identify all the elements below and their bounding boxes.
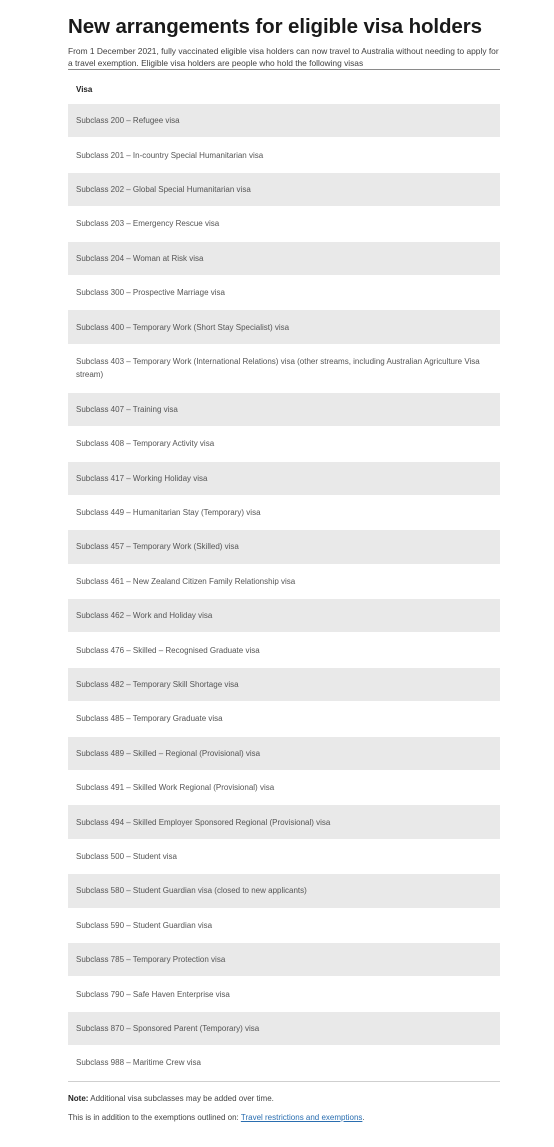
exemptions-end: . (362, 1112, 365, 1122)
visa-cell: Subclass 870 – Sponsored Parent (Temporary) visa (76, 1023, 260, 1033)
visa-cell: Subclass 491 – Skilled Work Regional (Provisional) visa (76, 783, 275, 793)
table-row (68, 462, 500, 496)
note-label: Note: (68, 1093, 89, 1103)
visa-cell: Subclass 790 – Safe Haven Enterprise visa (76, 989, 230, 999)
visa-cell: Subclass 988 – Maritime Crew visa (76, 1058, 201, 1068)
visa-cell: Subclass 485 – Temporary Graduate visa (76, 714, 223, 724)
table-row (68, 565, 500, 599)
visa-cell: Subclass 403 – Temporary Work (International Relations) visa (other streams, including Australian Agriculture Visa stream) (76, 357, 480, 380)
visa-cell: Subclass 580 – Student Guardian visa (closed to new applicants) (76, 886, 307, 896)
table-row (68, 771, 500, 805)
page-content (68, 14, 500, 1122)
table-row (68, 874, 500, 908)
table-row (68, 805, 500, 839)
table-row (68, 104, 500, 138)
visa-cell: Subclass 204 – Woman at Risk visa (76, 253, 204, 263)
table-row (68, 1012, 500, 1046)
visa-cell: Subclass 500 – Student visa (76, 852, 177, 861)
table-row (68, 207, 500, 241)
page-title: New arrangements for eligible visa holders (68, 15, 482, 38)
table-row (68, 1046, 500, 1080)
exemptions-line (68, 1113, 500, 1122)
table-body (68, 104, 500, 1081)
visa-cell: Subclass 476 – Skilled – Recognised Graduate visa (76, 645, 260, 655)
table-row (68, 840, 500, 874)
visa-cell: Subclass 785 – Temporary Protection visa (76, 955, 226, 965)
visa-table (68, 69, 500, 1081)
table-row (68, 909, 500, 943)
table-row (68, 173, 500, 207)
table-row (68, 530, 500, 564)
table-row (68, 702, 500, 736)
visa-cell: Subclass 300 – Prospective Marriage visa (76, 288, 225, 298)
table-row (68, 345, 500, 393)
table-row (68, 138, 500, 172)
visa-cell: Subclass 462 – Work and Holiday visa (76, 611, 213, 621)
visa-cell: Subclass 489 – Skilled – Regional (Provisional) visa (76, 748, 261, 758)
table-row (68, 310, 500, 344)
table-row (68, 977, 500, 1011)
table-header-visa: Visa (76, 85, 93, 94)
table-row (68, 242, 500, 276)
table-row (68, 633, 500, 667)
table-row (68, 668, 500, 702)
note-line (68, 1094, 500, 1103)
intro-paragraph: From 1 December 2021, fully vaccinated eligible visa holders can now travel to Australia without needing to apply for a travel exemption. Eligible visa holders are people who hold the following visas (68, 46, 499, 68)
visa-cell: Subclass 457 – Temporary Work (Skilled) visa (76, 542, 239, 552)
table-row (68, 737, 500, 771)
table-row (68, 496, 500, 530)
table-row (68, 943, 500, 977)
visa-cell: Subclass 461 – New Zealand Citizen Family Relationship visa (76, 576, 296, 586)
visa-cell: Subclass 590 – Student Guardian visa (76, 920, 213, 930)
travel-restrictions-link[interactable]: Travel restrictions and exemptions (240, 1112, 363, 1122)
visa-cell: Subclass 202 – Global Special Humanitarian visa (76, 184, 251, 194)
table-row (68, 427, 500, 461)
table-row (68, 599, 500, 633)
visa-cell: Subclass 407 – Training visa (76, 404, 178, 414)
table-row (68, 276, 500, 310)
note-text: Additional visa subclasses may be added over time. (90, 1093, 274, 1103)
visa-cell: Subclass 201 – In-country Special Humanitarian visa (76, 150, 264, 160)
visa-cell: Subclass 494 – Skilled Employer Sponsored Regional (Provisional) visa (76, 817, 331, 827)
visa-cell: Subclass 482 – Temporary Skill Shortage visa (76, 680, 239, 690)
visa-cell: Subclass 449 – Humanitarian Stay (Temporary) visa (76, 508, 261, 518)
visa-cell: Subclass 408 – Temporary Activity visa (76, 439, 215, 449)
visa-cell: Subclass 417 – Working Holiday visa (76, 473, 208, 483)
table-row (68, 393, 500, 427)
visa-cell: Subclass 203 – Emergency Rescue visa (76, 219, 220, 229)
visa-cell: Subclass 200 – Refugee visa (76, 116, 180, 126)
visa-cell: Subclass 400 – Temporary Work (Short Stay Specialist) visa (76, 322, 290, 332)
exemptions-text: This is in addition to the exemptions outlined on: (68, 1112, 241, 1122)
footer-notes (68, 1081, 500, 1122)
